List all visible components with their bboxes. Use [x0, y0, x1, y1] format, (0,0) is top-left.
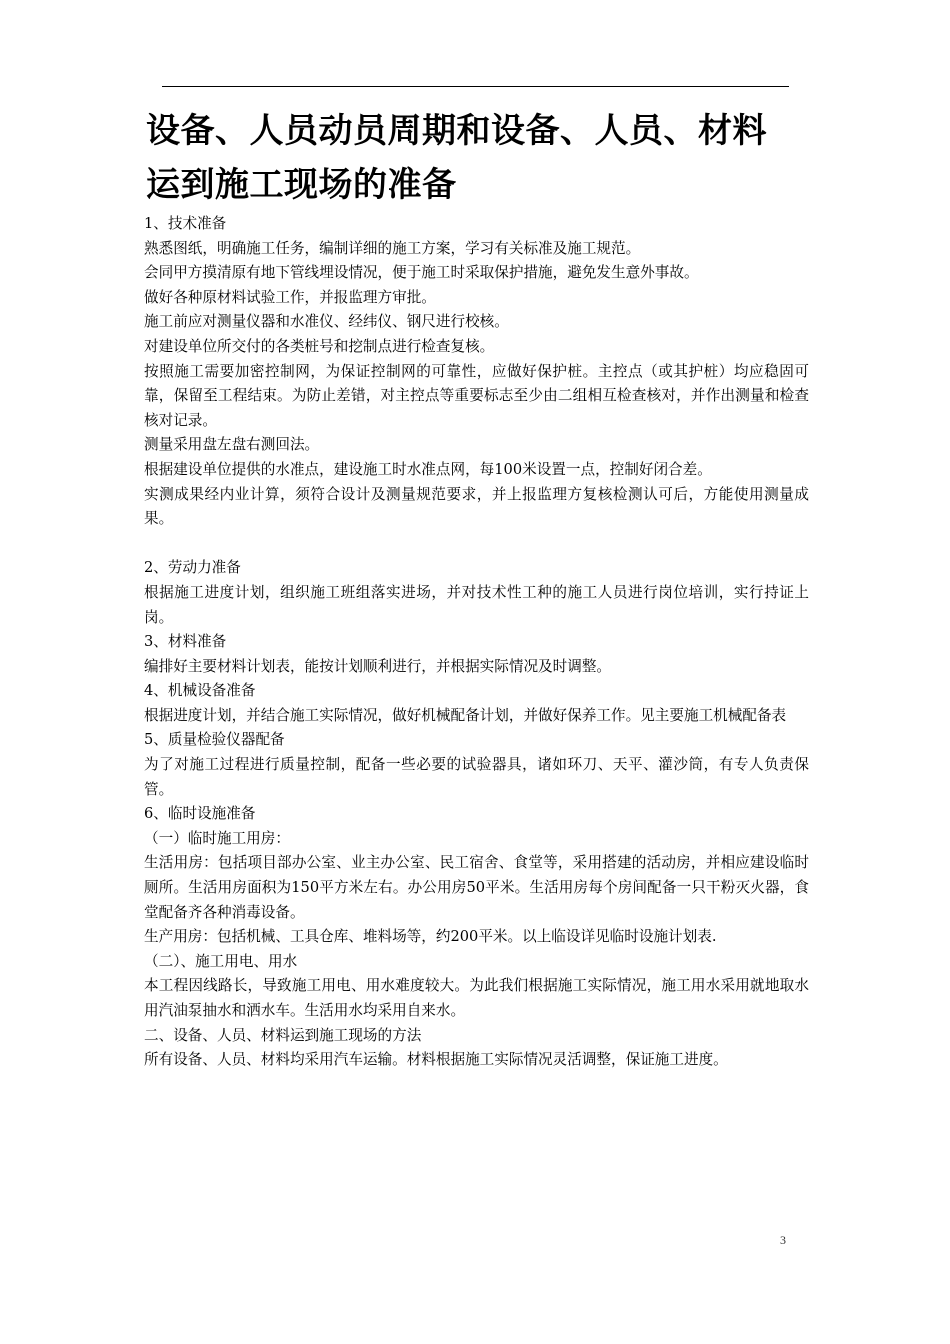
paragraph: 生产用房：包括机械、工具仓库、堆料场等，约200平米。以上临设详见临时设施计划表. — [144, 928, 717, 946]
section-heading-technical: 1、技术准备 — [144, 215, 227, 232]
blank-line — [144, 532, 809, 557]
section-heading-transport: 二、设备、人员、材料运到施工现场的方法 — [144, 1026, 422, 1044]
paragraph: 对建设单位所交付的各类桩号和挖制点进行检查复核。 — [144, 337, 495, 355]
paragraph: 熟悉图纸，明确施工任务，编制详细的施工方案，学习有关标准及施工规范。 — [144, 239, 641, 257]
paragraph: 为了对施工过程进行质量控制，配备一些必要的试验器具，诸如环刀、天平、灌沙筒，有专人负责保管。 — [144, 756, 809, 798]
title-line-2: 运到施工现场的准备 — [146, 165, 457, 205]
page-number: 3 — [780, 1233, 786, 1247]
paragraph: 根据建设单位提供的水准点，建设施工时水准点网，每100米设置一点，控制好闭合差。 — [144, 460, 712, 478]
paragraph: 会同甲方摸清原有地下管线埋设情况，便于施工时采取保护措施，避免发生意外事故。 — [144, 264, 699, 282]
section-heading-labor: 2、劳动力准备 — [144, 559, 241, 577]
paragraph: 本工程因线路长，导致施工用电、用水难度较大。为此我们根据施工实际情况，施工用水采用就地取水用汽油泵抽水和洒水车。生活用水均采用自来水。 — [144, 977, 809, 1019]
paragraph: 编排好主要材料计划表，能按计划顺利进行，并根据实际情况及时调整。 — [144, 657, 612, 675]
header-rule — [162, 86, 789, 87]
paragraph: 所有设备、人员、材料均采用汽车运输。材料根据施工实际情况灵活调整，保证施工进度。 — [144, 1051, 728, 1069]
section-heading-quality: 5、质量检验仪器配备 — [144, 731, 285, 749]
subsection-heading-power-water: （二）、施工用电、用水 — [144, 952, 298, 970]
subsection-heading-housing: （一）临时施工用房： — [144, 829, 290, 847]
paragraph: 实测成果经内业计算，须符合设计及测量规范要求，并上报监理方复核检测认可后，方能使用测量成果。 — [144, 485, 809, 528]
document-body — [144, 212, 809, 1073]
document-title — [146, 104, 826, 212]
section-heading-machinery: 4、机械设备准备 — [144, 682, 256, 700]
paragraph: 测量采用盘左盘右测回法。 — [144, 436, 320, 454]
paragraph: 根据施工进度计划，组织施工班组落实进场，并对技术性工种的施工人员进行岗位培训，实行持证上岗。 — [144, 583, 809, 626]
paragraph: 根据进度计划，并结合施工实际情况，做好机械配备计划，并做好保养工作。见主要施工机械配备表 — [144, 706, 787, 724]
title-line-1: 设备、人员动员周期和设备、人员、材料 — [146, 111, 767, 151]
paragraph: 施工前应对测量仪器和水准仪、经纬仪、钢尺进行校核。 — [144, 313, 509, 331]
section-heading-temporary: 6、临时设施准备 — [144, 805, 256, 823]
paragraph: 生活用房：包括项目部办公室、业主办公室、民工宿舍、食堂等，采用搭建的活动房，并相应建设临时厕所。生活用房面积为150平方米左右。办公用房50平米。生活用房每个房间配备一只干粉灭火器，食堂配备齐各种消毒设备。 — [144, 854, 809, 921]
section-heading-materials: 3、材料准备 — [144, 633, 227, 651]
paragraph: 做好各种原材料试验工作，并报监理方审批。 — [144, 288, 436, 306]
paragraph: 按照施工需要加密控制网，为保证控制网的可靠性，应做好保护桩。主控点（或其护桩）均应稳固可靠，保留至工程结束。为防止差错，对主控点等重要标志至少由二组相互检查核对，并作出测量和检查核对记录。 — [144, 362, 809, 429]
